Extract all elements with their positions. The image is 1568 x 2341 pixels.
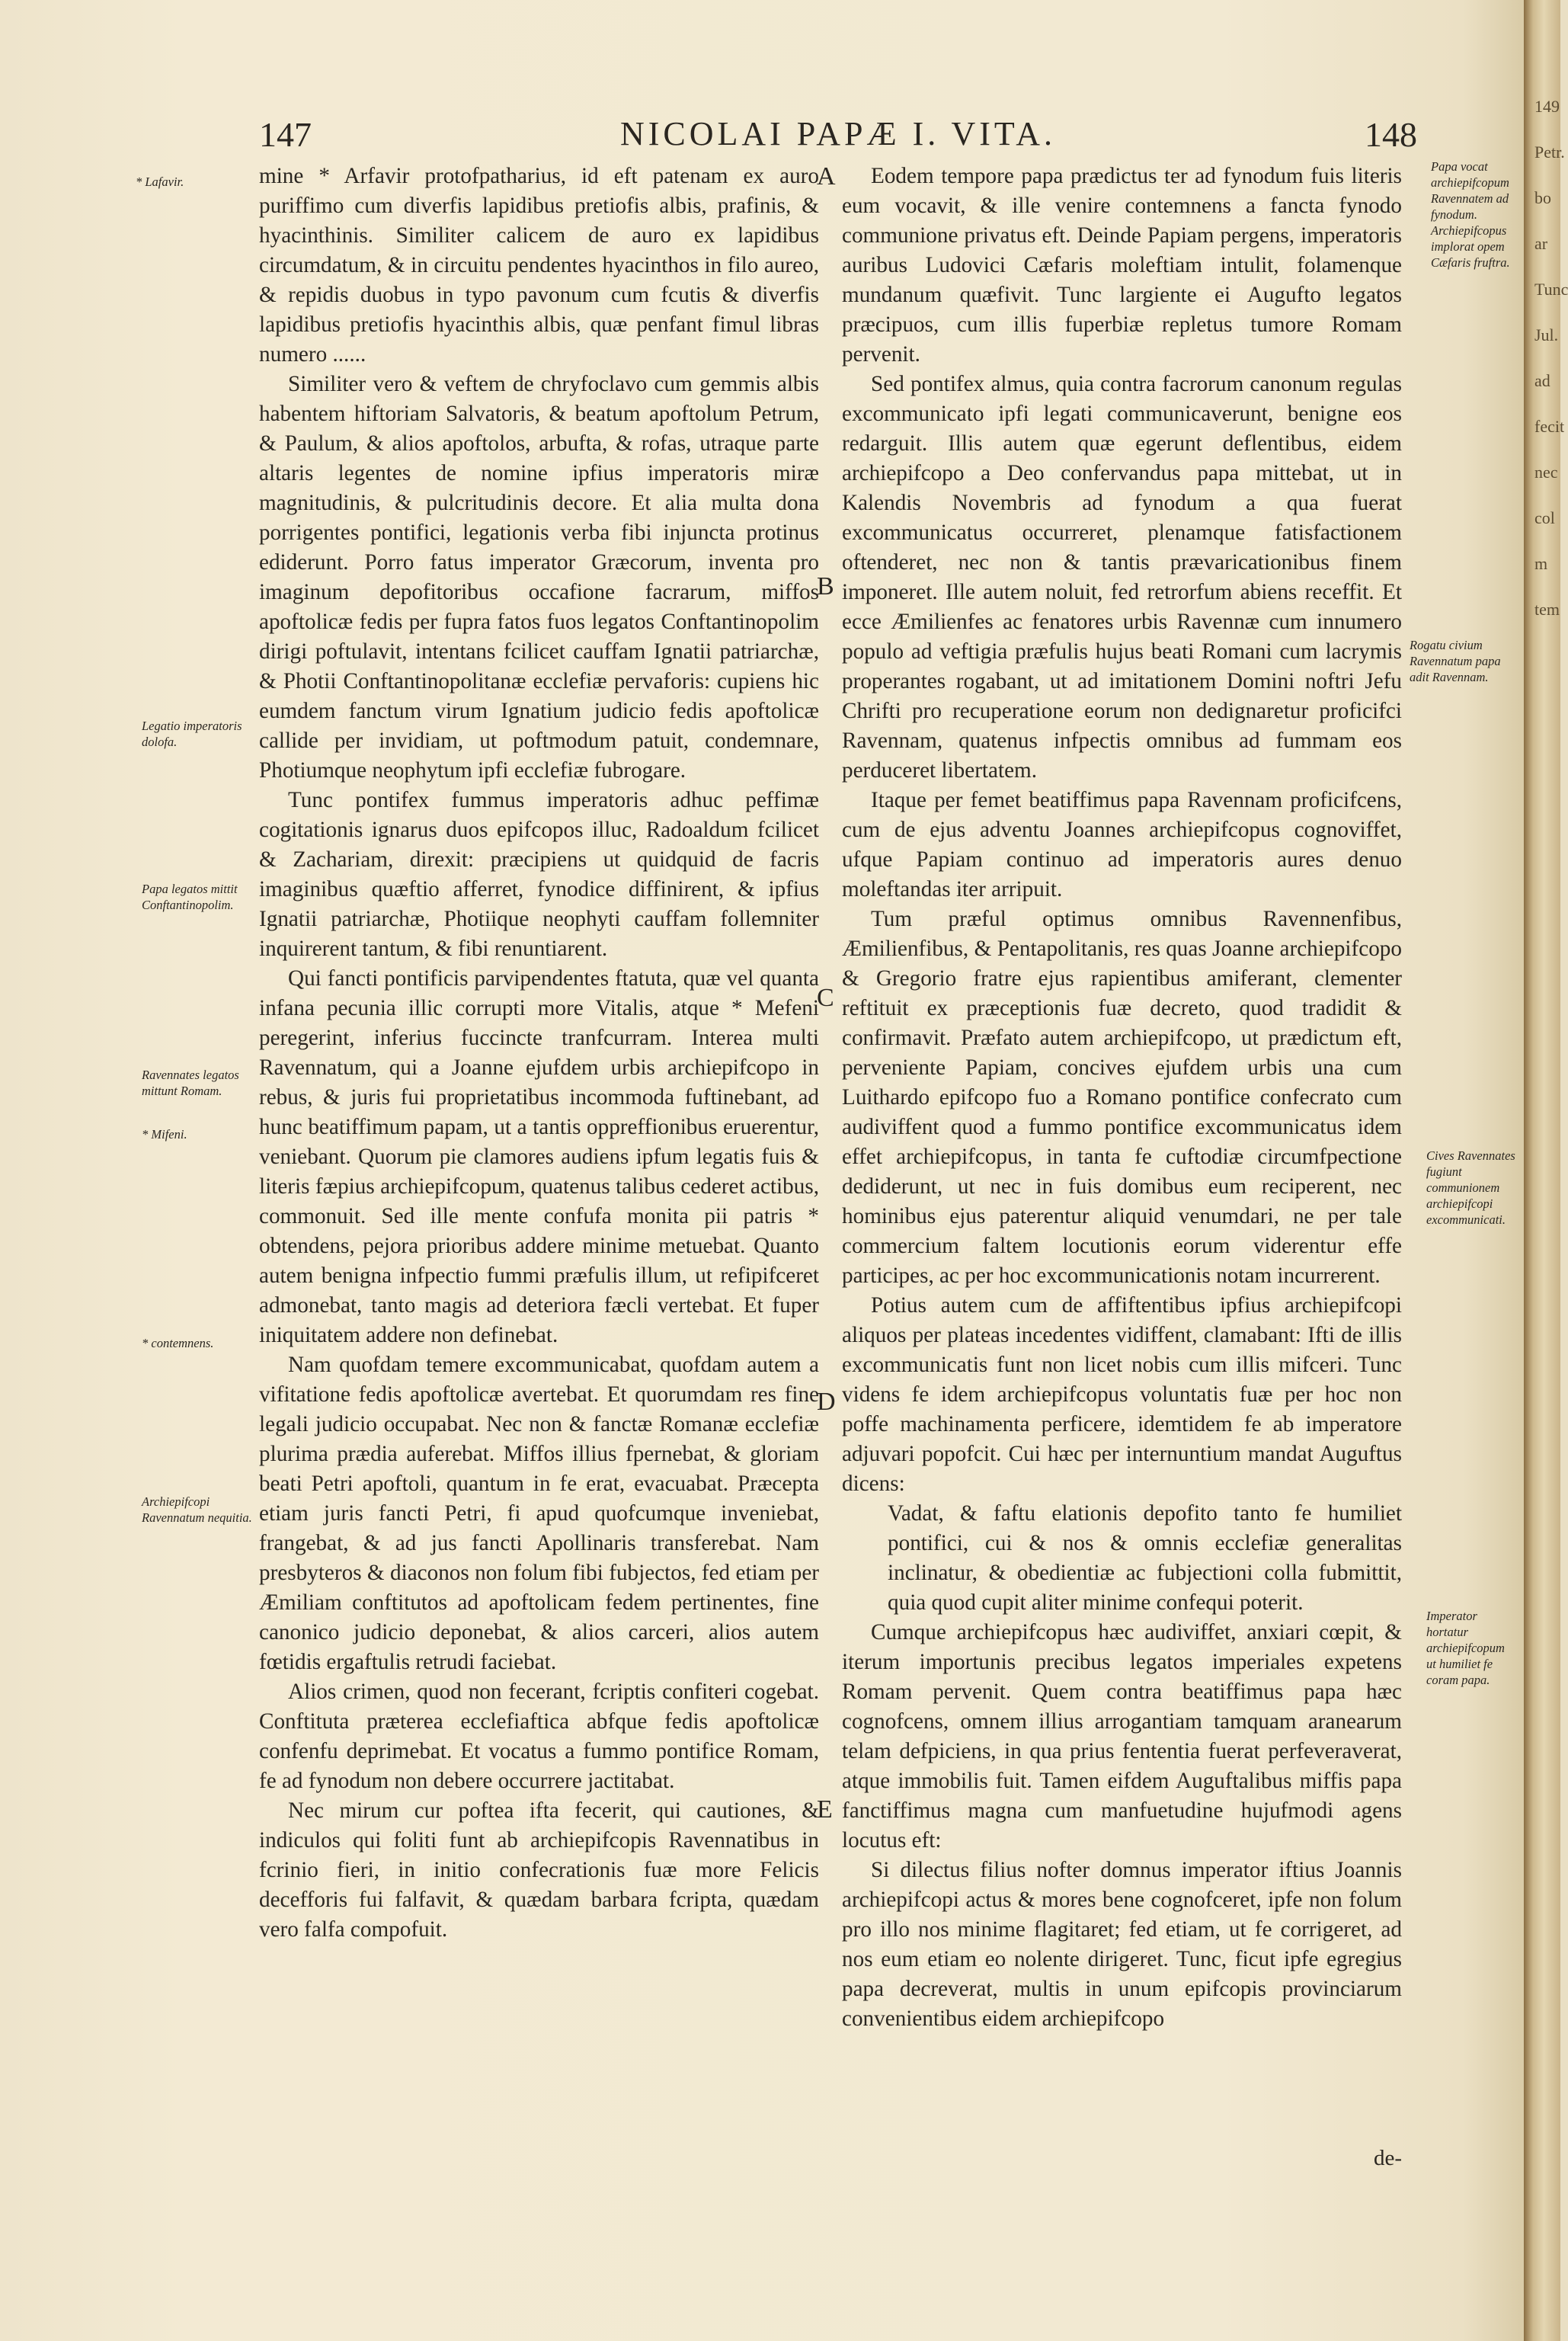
marginal-note: Cives Ravennates fugiunt communionem archiepifcopi excommunicati. xyxy=(1426,1148,1515,1227)
page-title: NICOLAI PAPÆ I. VITA. xyxy=(619,115,1057,152)
edge-text: col xyxy=(1534,508,1555,527)
edge-text: m xyxy=(1534,554,1548,573)
marginal-note: * contemnens. xyxy=(142,1336,214,1350)
catchword: de- xyxy=(1373,2146,1402,2170)
paragraph: Cumque archiepifcopus hæc audiviffet, anxiari cœpit, & iterum importunis precibus legatos imperiales expetens Romam pervenit. Quem contra beatiffimus papa hæc cognofcens, omnem illius arrogantiam tamquam aranearum telam defpiciens, in qua prius fententia fuerat perfeveraverat, atque immobilis fuit. Tamen eifdem Auguftalibus miffis papa fanctiffimus magna cum manfuetudine hujufmodi agens locutus eft: xyxy=(842,1620,1402,1853)
paragraph: Similiter vero & veftem de chryfoclavo cum gemmis albis habentem hiftoriam Salvatoris, & beatum apoftolum Petrum, & Paulum, & alios apoftolos, arbufta, & rofas, utraque parte altaris legentes de nomine ipfius imperatoris miræ magnitudinis, & pulcritudinis decore. Et alia multa dona porrigentes pontifici, legationis verba fibi injuncta protinus ediderunt. Porro fatus imperator Græcorum, inventa pro imaginum depofitoribus occafione facrarum, miffos apoftolicæ fedis per fupra fatos fuos legatos Conftantinopolim dirigi poftulavit, intentans fcilicet cauffam Ignatii patriarchæ, & Photii Conftantinopolitanæ ecclefiæ pervaforis: cupiens hic eumdem fanctum virum Ignatium judicio fedis apoftolicæ callide per invidiam, ut poftmodum patuit, condemnare, Photiumque neophytum ipfi ecclefiæ fubrogare. xyxy=(259,372,819,783)
paragraph: Eodem tempore papa prædictus ter ad fynodum fuis literis eum vocavit, & ille venire contemnens a fancta fynodo communione privatus eft. Deinde Papiam pergens, imperatoris auribus Ludovici Cæfaris moleftiam intulit, folamenque mundanum quæfivit. Tunc largiente ei Augufto legatos præcipuos, cum illis fuperbiæ repletus tumore Romam pervenit. xyxy=(842,164,1402,367)
page-number-left: 147 xyxy=(259,115,312,154)
section-letter: A xyxy=(817,162,836,191)
marginal-note: Rogatu civium Ravennatum papa adit Ravennam. xyxy=(1410,638,1501,684)
edge-text: 149 xyxy=(1534,97,1560,116)
paragraph: Si dilectus filius nofter domnus imperator iftius Joannis archiepifcopi actus & mores bene cognofceret, ipfe non folum pro illo nos minime flagitaret; fed etiam, ut fe corrigeret, ad nos eum etiam eo nolente dirigeret. Tunc, ficut ipfe egregius papa decreverat, multis in unum epifcopis provinciarum convenientibus eidem archiepifcopo xyxy=(842,1858,1402,2031)
section-letter: B xyxy=(817,572,834,600)
paragraph: Nec mirum cur poftea ifta fecerit, qui cautiones, & indiculos qui foliti funt ab archiepifcopis Ravennatibus in fcrinio fieri, in initio confecrationis fuæ more Felicis decefforis fui falfavit, & quædam barbara fcripta, quædam vero falfa compofuit. xyxy=(259,1798,819,1942)
marginal-note: * Lafavir. xyxy=(136,175,184,189)
quoted-paragraph: Vadat, & faftu elationis depofito tanto fe humiliet pontifici, cui & nos & omnis ecclefiæ generalitas inclinatur, & obedientiæ ac fubjectioni colla fubmittit, quia quod cupit aliter minime confequi poterit. xyxy=(888,1501,1402,1615)
marginal-note: Papa vocat archiepifcopum Ravennatem ad fynodum. Archiepifcopus implorat opem Cæfaris fruftra. xyxy=(1431,159,1510,270)
paragraph: mine * Arfavir protofpatharius, id eft patenam ex auro puriffimo cum diverfis lapidibus pretiofis albis, prafinis, & hyacinthinis. Similiter calicem de auro ex lapidibus circumdatum, & in circuitu pendentes hyacinthos in filo aureo, & repidis duobus in typo pavonum cum fcutis & diverfis lapidibus pretiofis hyacinthis albis, quæ penfant fimul libras numero ...... xyxy=(259,164,819,367)
paragraph: Potius autem cum de affiftentibus ipfius archiepifcopi aliquos per plateas incedentes vidiffent, clamabant: Ifti de illis excommunicatis funt non licet nobis cum illis mifceri. Tunc videns fe idem archiepifcopus voluntatis fuæ per hoc non poffe machinamenta perficere, idemtidem fe ab imperatore adjuvari popofcit. Cui hæc per internuntium mandat Auguftus dicens: xyxy=(842,1293,1402,1496)
edge-text: Jul. xyxy=(1534,325,1559,344)
edge-text: ar xyxy=(1534,234,1548,253)
section-letter: E xyxy=(817,1795,833,1824)
paragraph: Tum præful optimus omnibus Ravennenfibus, Æmilienfibus, & Pentapolitanis, res quas Joanne archiepifcopo & Gregorio fratre ejus rapientibus amiferant, clementer reftituit ex præceptionis fuæ decreto, quod tradidit & confirmavit. Præfato autem archiepifcopo, ut prædictum eft, perveniente Papiam, concives ejufdem urbis una cum Luithardo epifcopo fuo a Romano pontifice confecrato cum audiviffent quod a fummo pontifice excommunicatus idem effet archiepifcopus, in tanta fe cuftodiæ circumfpectione dediderunt, ut nec in fuis domibus eum reciperent, nec hominibus ejus paterentur aliquid venumdari, ne per tale commercium faltem locutionis eorum viderentur effe participes, ac per hoc excommunicationis notam incurrerent. xyxy=(842,907,1402,1288)
paragraph: Sed pontifex almus, quia contra facrorum canonum regulas excommunicato ipfi legati communicaverunt, benigne eos redarguit. Illis autem quæ egerunt deflentibus, eidem archiepifcopo a Deo confervandus papa mittebat, ut in Kalendis Novembris ad fynodum a qua fuerat excommunicatus occurreret, plenamque fatisfactionem oftenderet, nec non & tantis prævaricationibus finem imponeret. Ille autem noluit, fed retrorfum abiens receffit. Et ecce Æmilienfes ac fenatores urbis Ravennæ cum innumero populo ad veftigia præfulis hujus beati Romani cum lacrymis properantes rogabant, ut ad imitationem Domini noftri Jefu Chrifti pro recuperatione eorum non dedignaretur proficifci Ravennam, quatenus infpectis omnibus ad fummam eos perduceret libertatem. xyxy=(842,372,1402,783)
edge-text: nec xyxy=(1534,463,1558,482)
adjacent-page-edge xyxy=(1524,0,1568,2341)
section-letter: D xyxy=(817,1388,836,1416)
section-letter: C xyxy=(817,984,834,1012)
edge-text: tem xyxy=(1534,600,1560,619)
marginal-note: Imperator hortatur archiepifcopum ut humiliet fe coram papa. xyxy=(1426,1609,1505,1687)
marginal-note: Papa legatos mittit Conftantinopolim. xyxy=(142,882,238,912)
edge-text: Tunc xyxy=(1534,280,1568,299)
edge-text: fecit xyxy=(1534,417,1565,436)
text-column-right xyxy=(842,162,1402,2204)
marginal-note: Ravennates legatos mittunt Romam. xyxy=(142,1068,239,1098)
page-number-right: 148 xyxy=(1365,115,1417,154)
edge-text: bo xyxy=(1534,188,1551,207)
paragraph: Nam quofdam temere excommunicabat, quofdam autem a vifitatione fedis apoftolicæ avertebat. Et quorumdam res fine legali judicio occupabat. Nec non & fanctæ Romanæ ecclefiæ plurima prædia auferebat. Miffos illius fpernebat, & gloriam beati Petri apoftoli, quantum in fe erat, evacuabat. Præcepta etiam juris fancti Petri, fi apud quofcumque inveniebat, frangebat, & ad jus fancti Apollinaris transferebat. Nam presbyteros & diaconos non folum fibi fubjectos, fed etiam per Æmiliam conftitutos ad apoftolicam fedem pertinentes, fine canonico judicio deponebat, & alios carceri, alios autem fœtidis ergaftulis retrudi faciebat. xyxy=(259,1353,819,1674)
paragraph: Qui fancti pontificis parvipendentes ftatuta, quæ vel quanta infana pecunia illic corrupti more Vitalis, atque * Mefeni peregerint, inferius fuccincte tranfcurram. Interea multi Ravennatum, qui a Joanne ejufdem urbis archiepifcopo in rebus, & juris fui proprietatibus incommoda fuftinebant, ad hunc beatiffimum papam, ut a tantis oppreffionibus eruerentur, veniebant. Quorum pie clamores audiens ipfum legatis fuis & literis fæpius archiepifcopum, quatenus talibus cederet actibus, commonuit. Sed ille mente confufa monita pii patris * obtendens, pejora prioribus addere minime metuebat. Quanto autem benigna infpectio fummi præfulis illum, ut refipifceret admonebat, tanto magis ad deteriora fæcli vertebat. Et fuper iniquitatem addere non definebat. xyxy=(259,966,819,1347)
edge-text: Petr. xyxy=(1534,143,1565,162)
marginal-note: * Mifeni. xyxy=(142,1127,187,1142)
paragraph: Itaque per femet beatiffimus papa Ravennam proficifcens, cum de ejus adventu Joannes archiepifcopus cognoviffet, ufque Papiam continuo ad imperatoris aures denuo moleftandas iter arripuit. xyxy=(842,788,1402,901)
marginal-note: Archiepifcopi Ravennatum nequitia. xyxy=(142,1494,252,1525)
text-column-left xyxy=(259,162,819,2204)
paragraph: Tunc pontifex fummus imperatoris adhuc peffimæ cogitationis ignarus duos epifcopos illuc, Radoaldum fcilicet & Zachariam, direxit: præcipiens ut quidquid de facris imaginibus quæftio afferret, fynodice diffinirent, & ipfius Ignatii patriarchæ, Photiique neophyti cauffam follemniter inquirerent tantum, & fibi renuntiarent. xyxy=(259,788,819,961)
edge-text: ad xyxy=(1534,371,1550,390)
running-header xyxy=(251,114,1425,168)
paragraph: Alios crimen, quod non fecerant, fcriptis confiteri cogebat. Conftituta præterea ecclefiaftica abfque fedis apoftolicæ confenfu deprimebat. Et vocatus a fummo pontifice Romam, fe ad fynodum non debere occurrere jactitabat. xyxy=(259,1680,819,1793)
marginal-note: Legatio imperatoris dolofa. xyxy=(142,719,242,749)
